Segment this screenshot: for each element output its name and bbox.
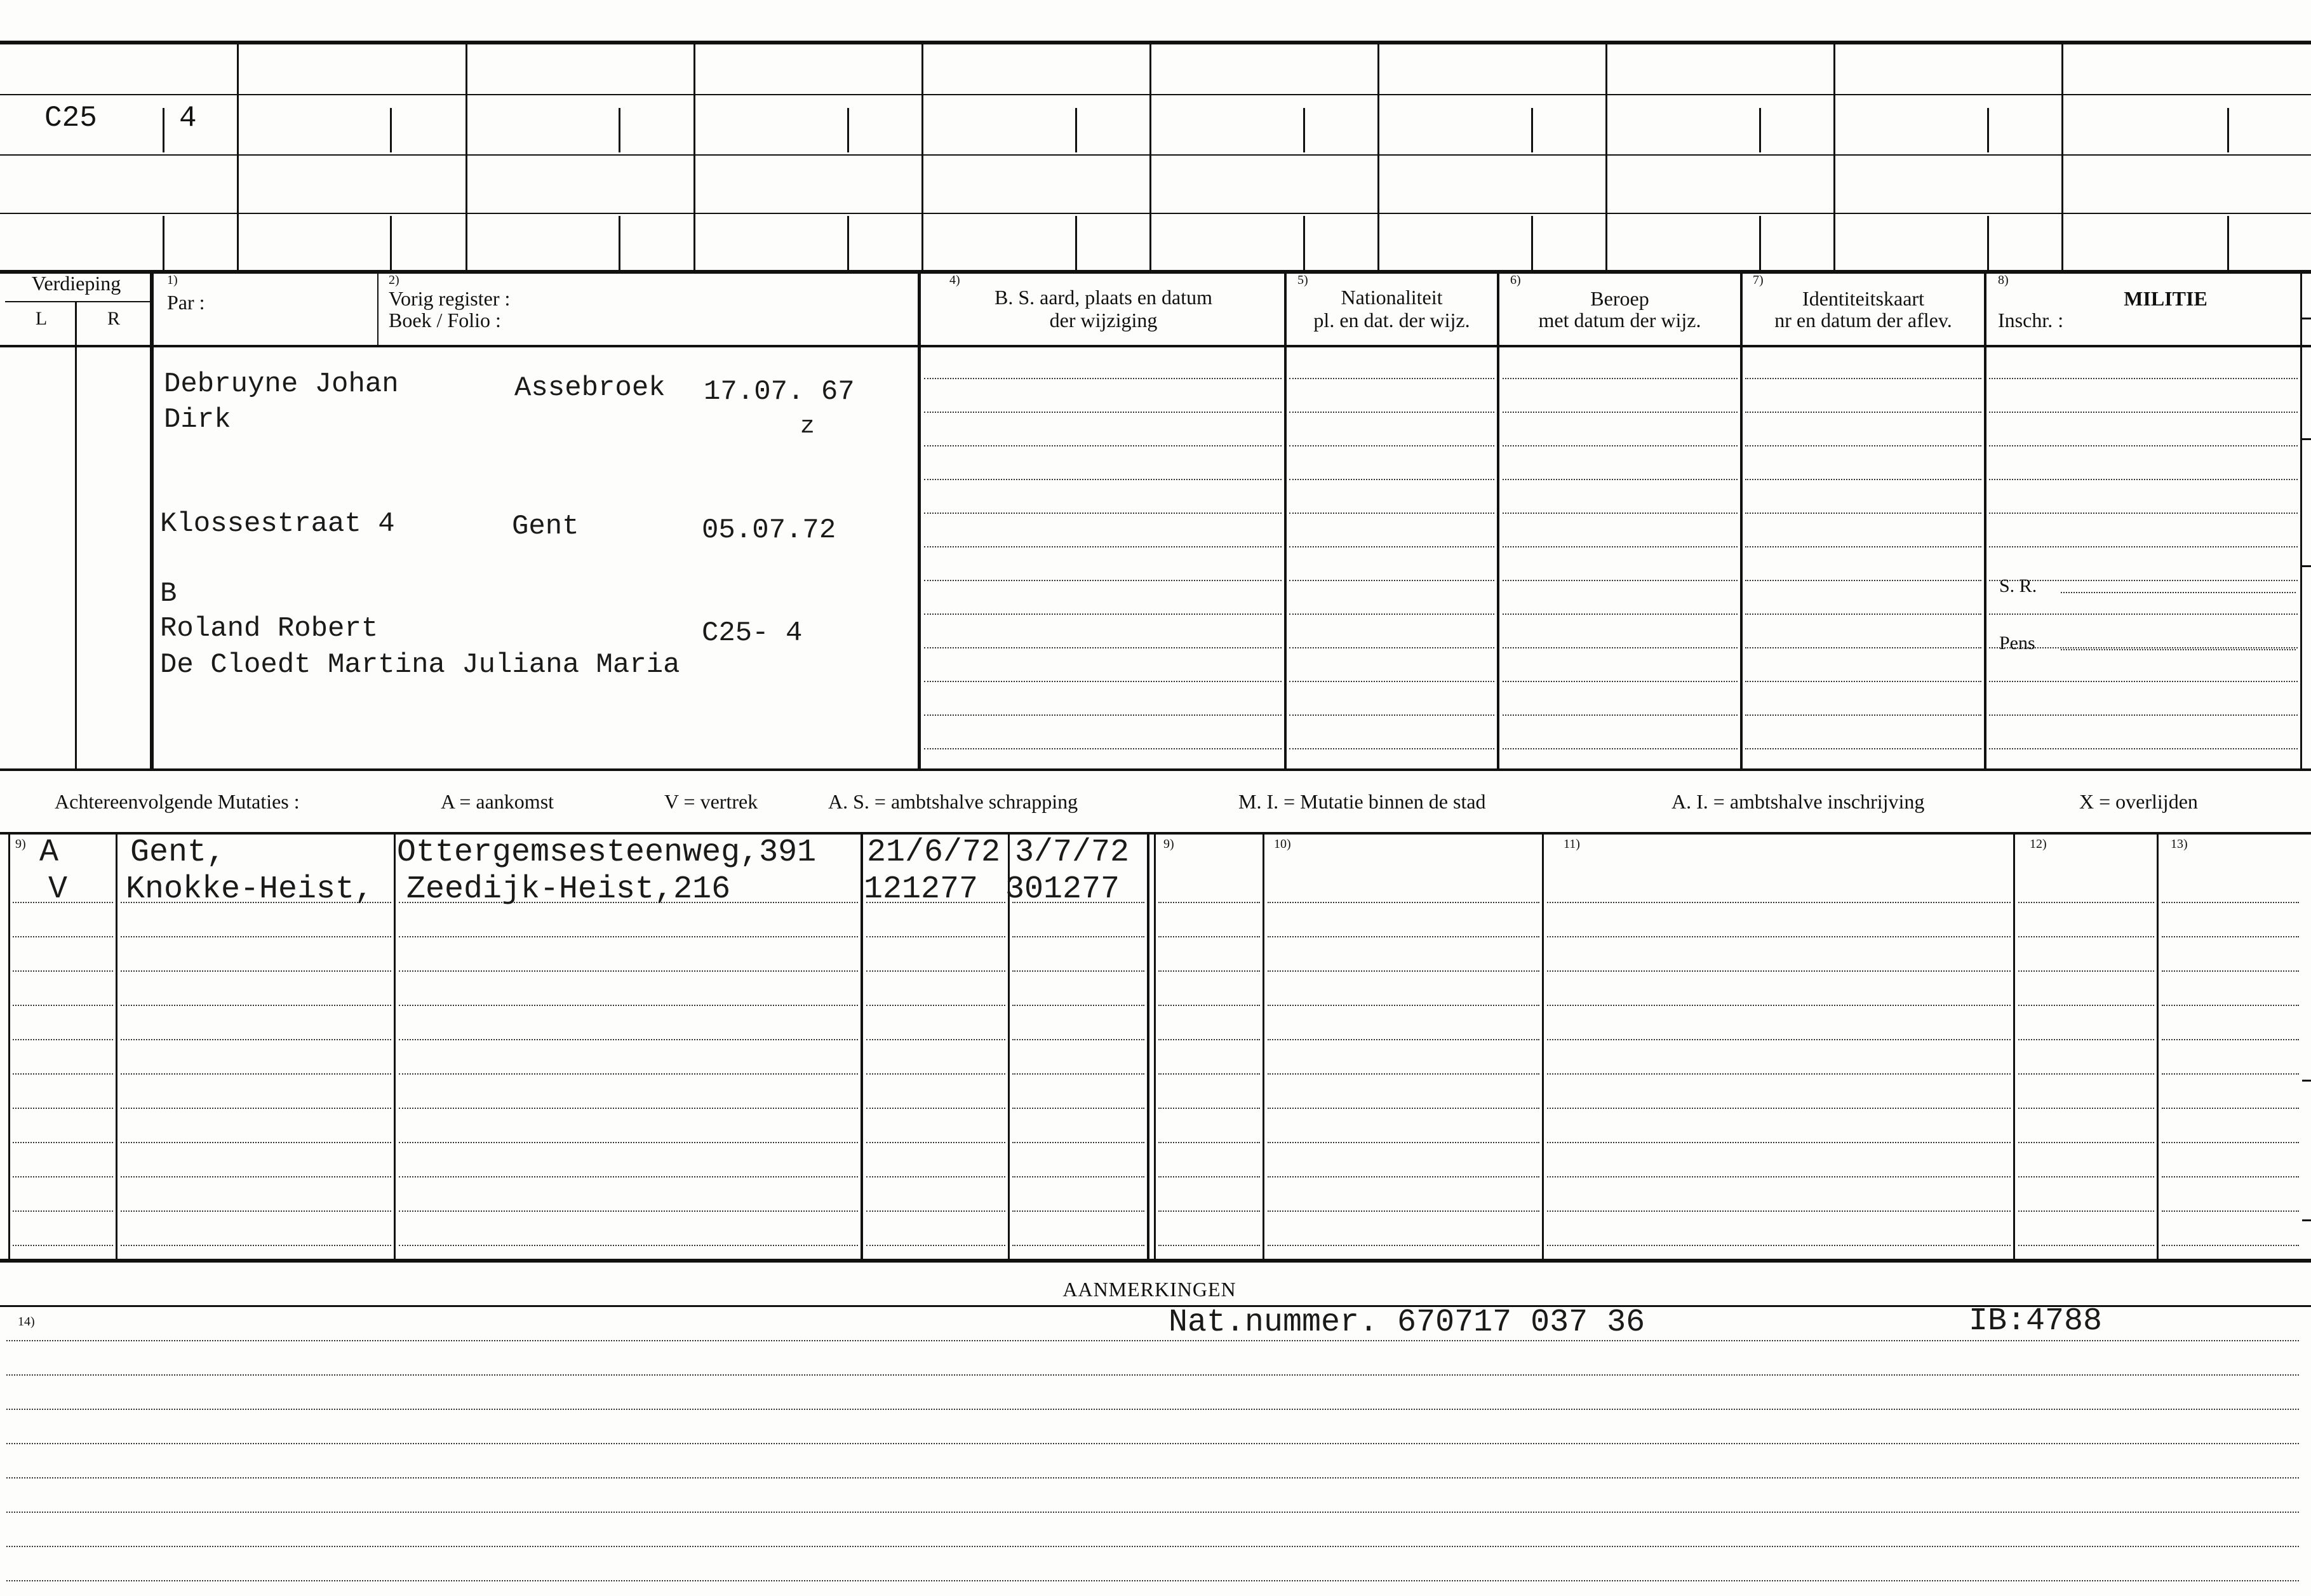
dotted-rule: [924, 479, 1282, 480]
mutation-type-1: A: [39, 835, 59, 871]
dotted-rule: [1012, 1245, 1144, 1246]
dotted-rule: [924, 412, 1282, 413]
dotted-rule: [2018, 1005, 2154, 1006]
dotted-rule: [1012, 1039, 1144, 1040]
dotted-rule: [924, 445, 1282, 446]
dotted-rule: [1989, 614, 2298, 615]
dotted-rule: [1503, 445, 1738, 446]
dotted-rule: [2018, 1245, 2154, 1246]
grid-bottom-border: [0, 270, 2311, 274]
dotted-rule: [6, 1443, 2299, 1444]
dotted-rule: [1158, 1108, 1260, 1109]
legend-a: A = aankomst: [441, 790, 554, 813]
beroep-header: Beroep: [1590, 287, 1649, 310]
dotted-rule: [121, 1176, 391, 1177]
ib-number: IB:4788: [1969, 1303, 2103, 1339]
dotted-rule: [13, 1005, 113, 1006]
dotted-rule: [1503, 412, 1738, 413]
mutation-date-1b: 3/7/72: [1015, 835, 1130, 871]
address-street: Klossestraat 4: [160, 508, 395, 540]
dotted-rule: [1745, 546, 1981, 547]
birthplace: Assebroek: [514, 372, 666, 404]
dotted-rule: [1158, 1176, 1260, 1177]
r-header: R: [107, 308, 120, 329]
dotted-rule: [1989, 445, 2298, 446]
dotted-rule: [1158, 936, 1260, 937]
dotted-rule: [399, 1073, 858, 1075]
dotted-rule: [1745, 681, 1981, 682]
dotted-rule: [866, 1108, 1005, 1109]
mother-name: De Cloedt Martina Juliana Maria: [160, 649, 680, 681]
dotted-rule: [399, 1039, 858, 1040]
dotted-rule: [1745, 580, 1981, 581]
dotted-rule: [1989, 681, 2298, 682]
dotted-rule: [1012, 1073, 1144, 1075]
dotted-rule: [13, 1142, 113, 1143]
pens-label: Pens: [1999, 633, 2035, 654]
dotted-rule: [1289, 412, 1494, 413]
dotted-rule: [1158, 970, 1260, 972]
birthdate: 17.07. 67: [704, 376, 855, 408]
mutation-type-2: V: [48, 871, 68, 908]
dotted-rule: [1989, 714, 2298, 716]
dotted-rule: [2018, 1039, 2154, 1040]
dotted-rule: [121, 1142, 391, 1143]
remarks-title: AANMERKINGEN: [1062, 1278, 1236, 1301]
dotted-rule: [1745, 378, 1981, 379]
dotted-rule: [1503, 681, 1738, 682]
dotted-rule: [1503, 479, 1738, 480]
dotted-rule: [1745, 479, 1981, 480]
dotted-rule: [1158, 1005, 1260, 1006]
dotted-rule: [1268, 1142, 1539, 1143]
dotted-rule: [1989, 513, 2298, 514]
dotted-rule: [121, 1073, 391, 1075]
dotted-rule: [1989, 378, 2298, 379]
dotted-rule: [1547, 1005, 2011, 1006]
vorig-register-header: Vorig register :: [389, 287, 511, 310]
dotted-rule: [866, 936, 1005, 937]
dotted-rule: [1745, 614, 1981, 615]
mutation-date-1a: 21/6/72: [867, 835, 1001, 871]
dotted-rule: [121, 1005, 391, 1006]
dotted-rule: [13, 1176, 113, 1177]
dotted-rule: [121, 970, 391, 972]
dotted-rule: [866, 1176, 1005, 1177]
dotted-rule: [1503, 647, 1738, 648]
identiteitskaart-header: Identiteitskaart: [1802, 287, 1924, 310]
dotted-rule: [1547, 1176, 2011, 1177]
dotted-rule: [1289, 479, 1494, 480]
father-name: Roland Robert: [160, 613, 378, 645]
dotted-rule: [1503, 378, 1738, 379]
dotted-rule: [13, 1039, 113, 1040]
dotted-rule: [399, 1108, 858, 1109]
dotted-rule: [1289, 681, 1494, 682]
dotted-rule: [866, 1245, 1005, 1246]
dotted-rule: [13, 1108, 113, 1109]
dotted-rule: [13, 1073, 113, 1075]
inschr-header: Inschr. :: [1998, 309, 2064, 332]
dotted-rule: [399, 1210, 858, 1212]
dotted-rule: [1012, 936, 1144, 937]
dotted-rule: [121, 1039, 391, 1040]
dotted-rule: [1268, 1073, 1539, 1075]
dotted-rule: [2018, 1073, 2154, 1075]
dotted-rule: [2162, 1142, 2299, 1143]
dotted-rule: [2162, 1039, 2299, 1040]
boek-folio-header: Boek / Folio :: [389, 309, 501, 332]
dotted-rule: [2162, 1210, 2299, 1212]
dotted-rule: [866, 1005, 1005, 1006]
dotted-rule: [1012, 1005, 1144, 1006]
dotted-rule: [1158, 902, 1260, 903]
mutation-street-2: Zeedijk-Heist,216: [406, 871, 731, 908]
dotted-rule: [866, 1210, 1005, 1212]
dotted-rule: [2018, 1108, 2154, 1109]
militie-header: MILITIE: [2124, 287, 2207, 310]
bs-header: B. S. aard, plaats en datum: [994, 286, 1213, 309]
dotted-rule: [1745, 647, 1981, 648]
dotted-rule: [399, 970, 858, 972]
dotted-rule: [1547, 970, 2011, 972]
dotted-rule: [1989, 748, 2298, 749]
dotted-rule: [1547, 1108, 2011, 1109]
dotted-rule: [1289, 714, 1494, 716]
mutation-date-2b: 301277: [1005, 871, 1120, 908]
dotted-rule: [2018, 1210, 2154, 1212]
dotted-rule: [6, 1477, 2299, 1479]
dotted-rule: [399, 1005, 858, 1006]
dotted-rule: [924, 378, 1282, 379]
dotted-rule: [1547, 936, 2011, 937]
dotted-rule: [866, 1073, 1005, 1075]
dotted-rule: [1289, 378, 1494, 379]
dotted-rule: [1158, 1073, 1260, 1075]
dotted-rule: [1989, 647, 2298, 648]
dotted-rule: [1547, 1245, 2011, 1246]
dotted-rule: [1289, 445, 1494, 446]
dotted-rule: [1268, 936, 1539, 937]
dotted-rule: [1503, 580, 1738, 581]
dotted-rule: [13, 970, 113, 972]
dotted-rule: [1158, 1142, 1260, 1143]
mutation-city-2: Knokke-Heist,: [126, 871, 374, 908]
dotted-rule: [2162, 970, 2299, 972]
legend-x: X = overlijden: [2079, 790, 2198, 813]
dotted-rule: [1745, 714, 1981, 716]
dotted-rule: [924, 748, 1282, 749]
dotted-rule: [1503, 513, 1738, 514]
dotted-rule: [1158, 1245, 1260, 1246]
dotted-rule: [1989, 479, 2298, 480]
nationaliteit-header: Nationaliteit: [1341, 286, 1443, 309]
dotted-rule: [1289, 748, 1494, 749]
dotted-rule: [866, 970, 1005, 972]
dotted-rule: [1268, 1039, 1539, 1040]
dotted-rule: [13, 1210, 113, 1212]
legend-as: A. S. = ambtshalve schrapping: [828, 790, 1078, 813]
dotted-rule: [121, 936, 391, 937]
dotted-rule: [1503, 546, 1738, 547]
dotted-rule: [1289, 546, 1494, 547]
dotted-rule: [2018, 902, 2154, 903]
dotted-rule: [399, 936, 858, 937]
dotted-rule: [1547, 1210, 2011, 1212]
dotted-rule: [6, 1409, 2299, 1410]
dotted-rule: [1268, 1108, 1539, 1109]
dotted-rule: [924, 714, 1282, 716]
dotted-rule: [2162, 902, 2299, 903]
national-number: Nat.nummer. 670717 037 36: [1169, 1304, 1645, 1341]
sex: z: [800, 413, 815, 440]
dotted-rule: [2018, 970, 2154, 972]
dotted-rule: [1745, 513, 1981, 514]
dotted-rule: [1268, 970, 1539, 972]
dotted-rule: [866, 1039, 1005, 1040]
dotted-rule: [1745, 412, 1981, 413]
dotted-rule: [1158, 1210, 1260, 1212]
dotted-rule: [1268, 1210, 1539, 1212]
card-code: C25: [44, 102, 97, 135]
dotted-rule: [924, 647, 1282, 648]
registration-card: C25 4 Verdieping L R 1) Par : 2) Vorig register : Boek / Folio : 4) B. S. aard, plaats en datum der wijziging 5) Nationaliteit pl. en dat. der wijz. 6) Beroep met datum der wijz. 7) Identiteitskaart nr en datum der aflev. 8) MILITIE Inschr. : S. R. Pens Debruyne Johan Dirk Assebroek 17.07. 67 z Klossestraat 4 Gent 05.07.72 B Roland Robert De Cloedt Martina Juliana Maria C25- 4 Achtereenvolgende Mutaties : A = aankomst V = vertrek A. S. = ambtshalve schrapping M. I. = Mutatie binnen de stad A. I. = ambtshalve inschrijving X = overlijden 9) 9) 10) 11) 12) 13) A Gent, Ottergemsesteenweg,391 21/6/72 3/7/72 V Knokke-Heist, Zeedijk-Heist,216 121277 301277 AANMERKINGEN 14) Nat.nummer. 670717 037 36 IB:4788: [0, 0, 2311, 1596]
dotted-rule: [121, 1210, 391, 1212]
dotted-rule: [924, 614, 1282, 615]
dotted-rule: [1989, 412, 2298, 413]
dotted-rule: [1268, 1245, 1539, 1246]
legend-mi: M. I. = Mutatie binnen de stad: [1238, 790, 1486, 813]
dotted-rule: [13, 1245, 113, 1246]
dotted-rule: [1503, 714, 1738, 716]
dotted-rule: [1012, 1108, 1144, 1109]
dotted-rule: [866, 1142, 1005, 1143]
dotted-rule: [1012, 1176, 1144, 1177]
dotted-rule: [399, 1245, 858, 1246]
dotted-rule: [1547, 1039, 2011, 1040]
dotted-rule: [2162, 1005, 2299, 1006]
legend-title: Achtereenvolgende Mutaties :: [55, 790, 300, 813]
dotted-rule: [13, 936, 113, 937]
person-name-2: Dirk: [164, 404, 231, 436]
dotted-rule: [121, 1108, 391, 1109]
mutation-street-1: Ottergemsesteenweg,391: [397, 835, 817, 871]
dotted-rule: [1012, 1142, 1144, 1143]
mutation-date-2a: 121277: [864, 871, 979, 908]
dotted-rule: [2162, 936, 2299, 937]
dotted-rule: [924, 580, 1282, 581]
dotted-rule: [2018, 936, 2154, 937]
dotted-rule: [6, 1512, 2299, 1513]
dotted-rule: [6, 1374, 2299, 1376]
address-date: 05.07.72: [702, 514, 836, 546]
legend-ai: A. I. = ambtshalve inschrijving: [1671, 790, 1925, 813]
dotted-rule: [6, 1340, 2299, 1341]
address-city: Gent: [512, 511, 579, 542]
dotted-rule: [1268, 902, 1539, 903]
dotted-rule: [1289, 513, 1494, 514]
dotted-rule: [924, 513, 1282, 514]
l-header: L: [35, 308, 48, 329]
main-section-bottom: [0, 768, 2311, 771]
dotted-rule: [6, 1580, 2299, 1581]
dotted-rule: [924, 546, 1282, 547]
dotted-rule: [2018, 1142, 2154, 1143]
dotted-rule: [1289, 614, 1494, 615]
dotted-rule: [1745, 748, 1981, 749]
dotted-rule: [1989, 546, 2298, 547]
top-border: [0, 41, 2311, 44]
dotted-rule: [121, 1245, 391, 1246]
dotted-rule: [1289, 580, 1494, 581]
dotted-rule: [1503, 614, 1738, 615]
mutation-city-1: Gent,: [130, 835, 226, 871]
dotted-rule: [1547, 1073, 2011, 1075]
register-ref: C25- 4: [702, 617, 803, 649]
par-header: Par :: [167, 291, 205, 314]
legend-v: V = vertrek: [664, 790, 758, 813]
b-letter: B: [160, 578, 177, 610]
card-number: 4: [179, 102, 197, 135]
dotted-rule: [1547, 1142, 2011, 1143]
dotted-rule: [2018, 1176, 2154, 1177]
dotted-rule: [1158, 1039, 1260, 1040]
dotted-rule: [1012, 970, 1144, 972]
dotted-rule: [1547, 902, 2011, 903]
dotted-rule: [2162, 1108, 2299, 1109]
dotted-rule: [924, 681, 1282, 682]
sr-label: S. R.: [1999, 575, 2037, 596]
dotted-rule: [1289, 647, 1494, 648]
dotted-rule: [2162, 1176, 2299, 1177]
dotted-rule: [1268, 1005, 1539, 1006]
dotted-rule: [1012, 1210, 1144, 1212]
dotted-rule: [2162, 1245, 2299, 1246]
verdieping-header: Verdieping: [31, 272, 121, 295]
dotted-rule: [399, 1176, 858, 1177]
dotted-rule: [6, 1546, 2299, 1547]
person-name: Debruyne Johan: [164, 368, 399, 400]
dotted-rule: [399, 1142, 858, 1143]
dotted-rule: [1503, 748, 1738, 749]
dotted-rule: [1268, 1176, 1539, 1177]
dotted-rule: [2162, 1073, 2299, 1075]
dotted-rule: [1745, 445, 1981, 446]
